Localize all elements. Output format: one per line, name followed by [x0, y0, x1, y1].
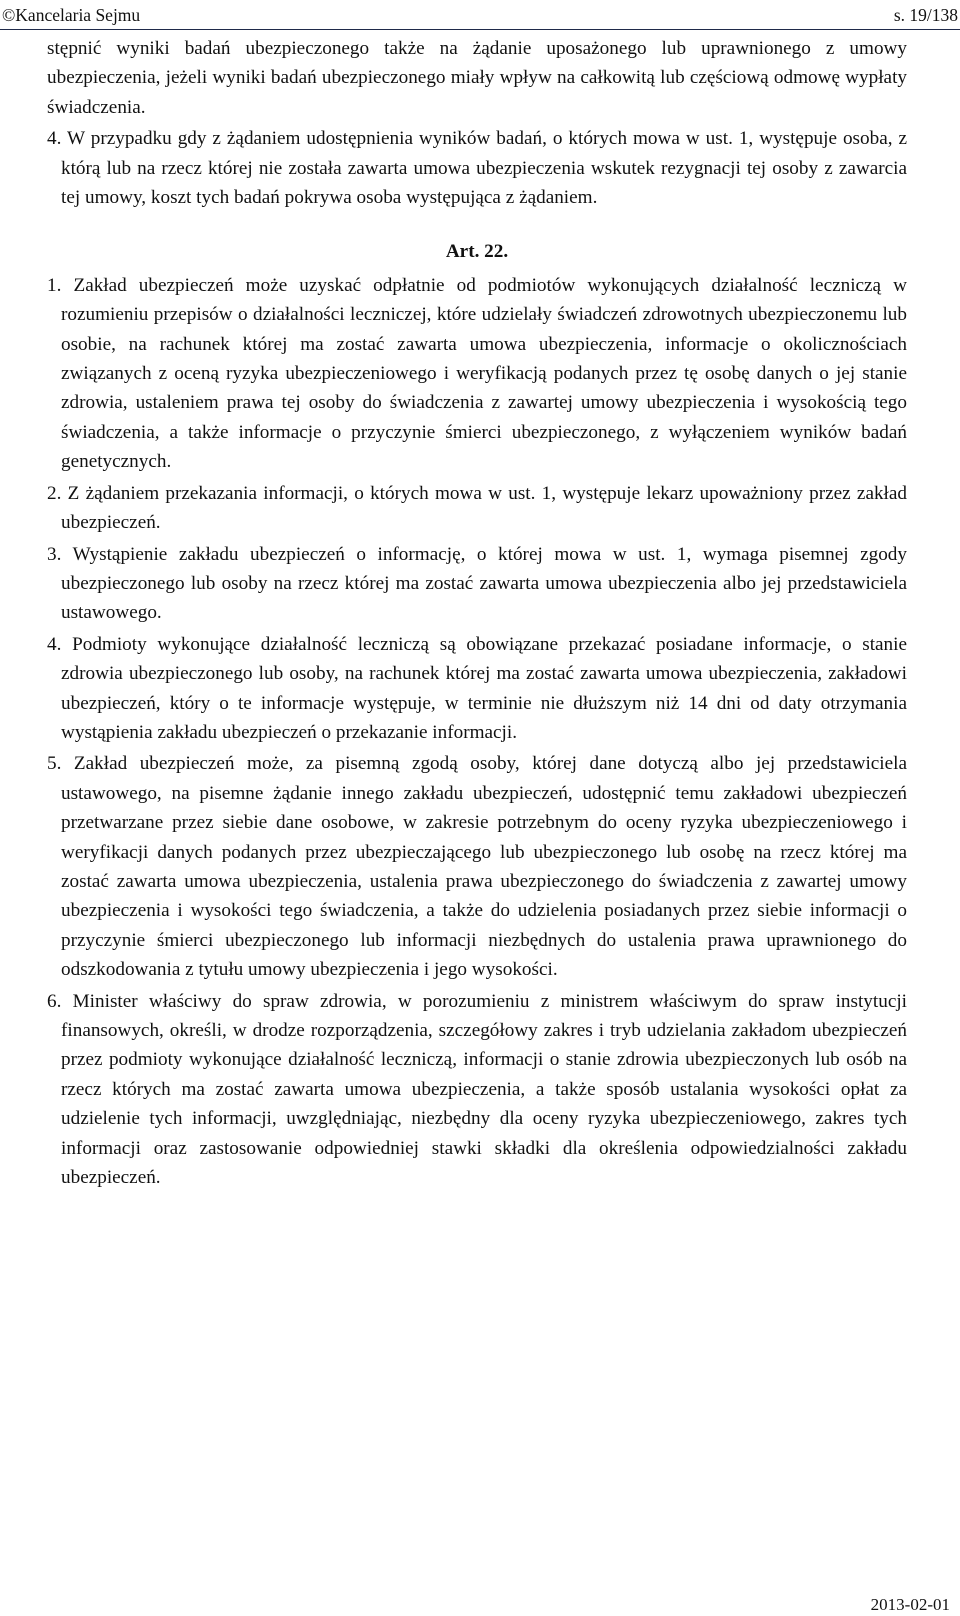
paragraph-text: Z żądaniem przekazania informacji, o których mowa w ust. 1, występuje lekarz upoważniony przez zakład ubezpieczeń.: [61, 482, 908, 534]
article-paragraph-4: [47, 630, 907, 748]
paragraph-number: 6.: [47, 990, 62, 1012]
article-paragraph-6: [47, 987, 907, 1193]
paragraph-text: Zakład ubezpieczeń może, za pisemną zgodą osoby, której dane dotyczą albo jej przedstawiciela ustawowego, na pisemne żądanie innego zakładu ubezpieczeń, udostępnić temu zakładowi ubezpieczeń przetwarzane przez siebie dane osobowe, w zakresie potrzebnym do oceny ryzyka ubezpieczeniowego i weryfikacji danych podanych przez ubezpieczającego lub ubezpieczonego lub osobę na rzecz której ma zostać zawarta umowa ubezpieczenia, ustalenia prawa ubezpieczonego do świadczenia z zawartej umowy ubezpieczenia i wysokości tego świadczenia, a także do udzielenia posiadanych przez siebie informacji o przyczynie śmierci ubezpieczonego lub informacji niezbędnych do ustalenia prawa uprawnionego do odszkodowania z tytułu umowy ubezpieczenia i jego wysokości.: [61, 753, 908, 981]
document-body: [47, 34, 907, 1194]
article-paragraph-2: [47, 479, 907, 538]
paragraph-number: 4.: [47, 128, 62, 150]
paragraph-text: Podmioty wykonujące działalność leczniczą są obowiązane przekazać posiadane informacje, o stanie zdrowia ubezpieczonego lub osoby, na rachunek której ma zostać zawarta umowa ubezpieczenia, zakładowi ubezpieczeń, który o te informacje występuje, w terminie nie dłuższym niż 14 dni od daty otrzymania wystąpienia zakładu ubezpieczeń o przekazanie informacji.: [61, 633, 907, 743]
paragraph-text: Wystąpienie zakładu ubezpieczeń o informację, o której mowa w ust. 1, wymaga pisemnej zgody ubezpieczonego lub osoby na rzecz której ma zostać zawarta umowa ubezpieczenia albo jej przedstawiciela ustawowego.: [61, 543, 907, 624]
paragraph-4: [47, 124, 907, 212]
paragraph-number: 4.: [47, 633, 62, 655]
article-paragraph-5: [47, 749, 907, 984]
paragraph-number: 5.: [47, 753, 62, 775]
paragraph-number: 2.: [47, 482, 62, 504]
continued-paragraph: stępnić wyniki badań ubezpieczonego także na żądanie uposażonego lub uprawnionego z umowy ubezpieczenia, jeżeli wyniki badań ubezpieczonego miały wpływ na całkowitą lub częściową odmowę wypłaty świadczenia.: [47, 38, 907, 118]
page-header: [0, 3, 960, 30]
article-title: Art. 22.: [445, 241, 509, 263]
paragraph-number: 1.: [47, 274, 62, 296]
paragraph-text: Zakład ubezpieczeń może uzyskać odpłatnie od podmiotów wykonujących działalność leczniczą w rozumieniu przepisów o działalności leczniczej, które udzielały świadczeń zdrowotnych ubezpieczonemu lub osobie, na rachunek której ma zostać zawarta umowa ubezpieczenia, informacje o okolicznościach związanych z oceną ryzyka ubezpieczeniowego i weryfikacją podanych przez tę osobę danych o jej stanie zdrowia, ustaleniem prawa tej osoby do świadczenia z zawartej umowy ubezpieczenia i wysokością tego świadczenia, a także informacje o przyczynie śmierci ubezpieczonego, z wyłączeniem wyników badań genetycznych.: [61, 274, 907, 473]
article-paragraph-1: [47, 271, 907, 477]
copyright-label: ©Kancelaria Sejmu: [2, 5, 141, 25]
paragraph-text: W przypadku gdy z żądaniem udostępnienia wyników badań, o których mowa w ust. 1, występuje osoba, z którą lub na rzecz której nie została zawarta umowa ubezpieczenia wskutek rezygnacji tej osoby z zawarcia tej umowy, koszt tych badań pokrywa osoba występująca z żądaniem.: [61, 128, 907, 209]
paragraph-number: 3.: [47, 543, 62, 565]
page-number: s. 19/138: [893, 5, 958, 25]
paragraph-text: Minister właściwy do spraw zdrowia, w porozumieniu z ministrem właściwym do spraw instytucji finansowych, określi, w drodze rozporządzenia, szczegółowy zakres i tryb udzielania zakładom ubezpieczeń przez podmioty wykonujące działalność leczniczą, informacji o stanie zdrowia ubezpieczonych lub osób na rzecz których ma zostać zawarta umowa ubezpieczenia, a także sposób ustalania wysokości opłat za udzielenie tych informacji, uwzględniając, niezbędny dla oceny ryzyka ubezpieczeniowego, zakres tych informacji oraz zastosowanie odpowiedniej stawki składki dla określenia odpowiedzialności zakładu ubezpieczeń.: [61, 990, 908, 1189]
footer-date: 2013-02-01: [870, 1595, 950, 1614]
article-paragraph-3: [47, 540, 907, 628]
